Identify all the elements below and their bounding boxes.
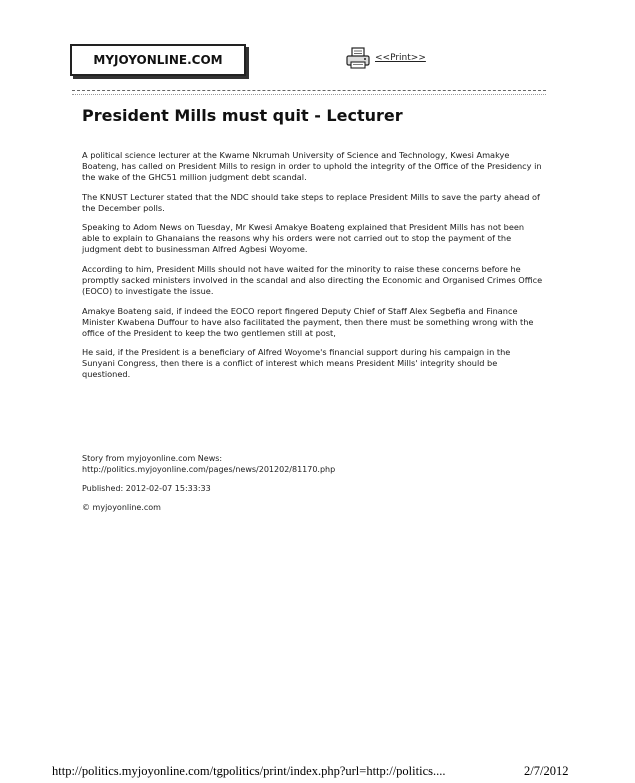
copyright-notice: © myjoyonline.com bbox=[82, 503, 161, 512]
header-divider-dotted bbox=[72, 94, 546, 95]
article-paragraph: A political science lecturer at the Kwame Nkrumah University of Science and Technology, Kwesi Amakye Boateng, has called on President Mills to resign in order to uphold the integrity of the Office of the Presidency in the wake of the GHC51 million judgment debt scandal. bbox=[82, 150, 542, 182]
published-date: Published: 2012-02-07 15:33:33 bbox=[82, 484, 211, 493]
story-url[interactable]: http://politics.myjoyonline.com/pages/news/201202/81170.php bbox=[82, 465, 336, 474]
article-paragraph: According to him, President Mills should not have waited for the minority to raise these concerns before he promptly sacked ministers involved in the scandal and also directing the Economic and Organised Crimes Office (EOCO) to investigate the issue. bbox=[82, 264, 543, 297]
print-footer-url: http://politics.myjoyonline.com/tgpolitics/print/index.php?url=http://politics.... bbox=[52, 764, 446, 778]
print-control[interactable] bbox=[345, 46, 426, 70]
article-paragraph: He said, if the President is a beneficiary of Alfred Woyome's financial support during his campaign in the Sunyani Congress, then there is a conflict of interest which means President Mills' integrity should be questioned. bbox=[82, 347, 511, 380]
article-body bbox=[82, 150, 544, 389]
article-paragraph: The KNUST Lecturer stated that the NDC should take steps to replace President Mills to save the party ahead of the December polls. bbox=[82, 191, 540, 213]
article-paragraph: Amakye Boateng said, if indeed the EOCO report fingered Deputy Chief of Staff Alex Segbefia and Finance Minister Kwabena Duffour to have also facilitated the payment, then there must be something wrong with the office of the President to keep the two gentlemen still at post, bbox=[82, 305, 534, 338]
site-logo-text: MYJOYONLINE.COM bbox=[93, 53, 223, 67]
header-divider bbox=[72, 90, 546, 91]
article-paragraph: Speaking to Adom News on Tuesday, Mr Kwesi Amakye Boateng explained that President Mills has not been able to explain to Ghanaians the reasons why his orders were not carried out to stop the payment of the judgment debt to businessman Alfred Agbesi Woyome. bbox=[82, 222, 525, 255]
printer-icon[interactable] bbox=[345, 46, 371, 70]
article-title: President Mills must quit - Lecturer bbox=[82, 106, 403, 125]
print-link[interactable]: <<Print>> bbox=[375, 53, 426, 63]
site-logo bbox=[70, 44, 246, 76]
story-source: Story from myjoyonline.com News: bbox=[82, 454, 223, 463]
article-footer bbox=[82, 453, 544, 513]
print-footer-date: 2/7/2012 bbox=[524, 764, 569, 778]
